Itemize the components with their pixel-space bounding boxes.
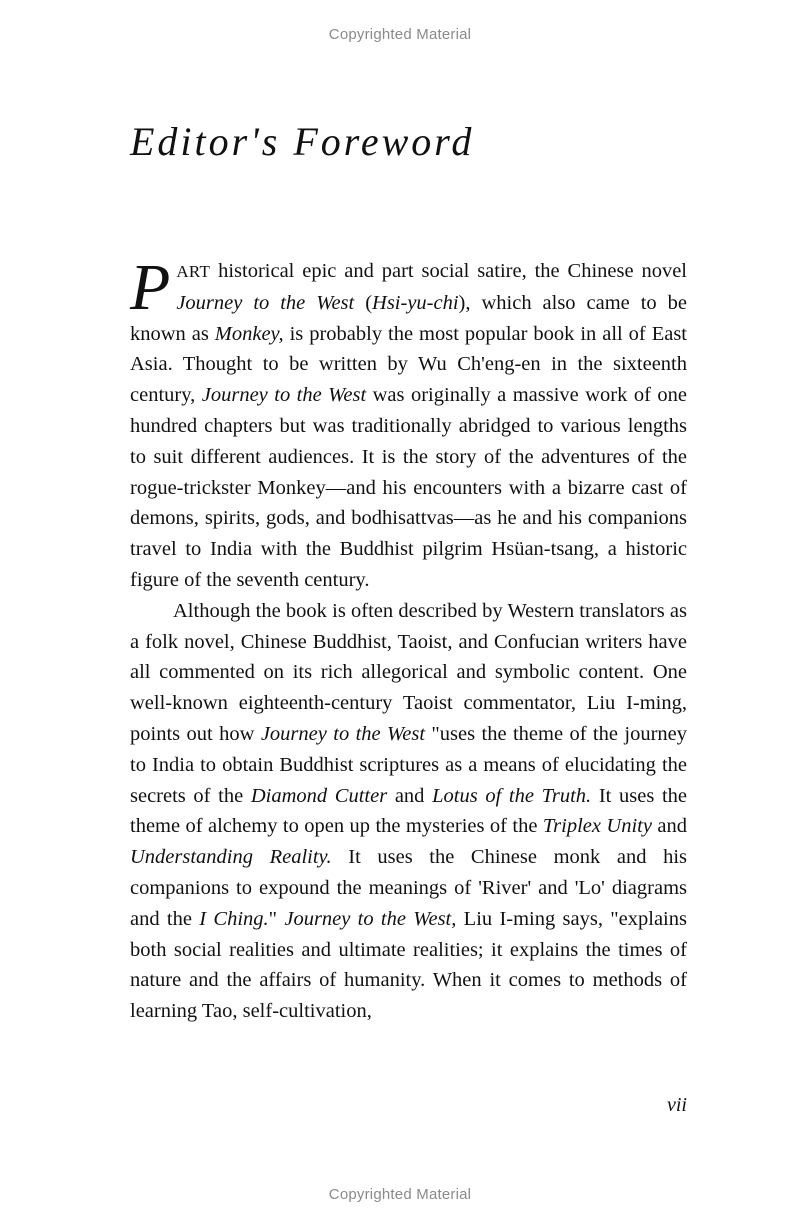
book-title: Lotus of the Truth.: [432, 784, 592, 807]
text-run: was originally a massive work of one hundred chapters but was traditionally abridged to various lengths to suit different audiences. It is the story of the adventures of the rogue-trickster Monkey—and his encounters with a bizarre cast of demons, spirits, gods, and bodhisattvas—as he and his companions travel to India with the Buddhist pilgrim Hsüan-tsang, a historic figure of the seventh century.: [130, 384, 688, 591]
text-run: and: [651, 815, 687, 838]
drop-cap: P: [130, 251, 171, 324]
book-title: Monkey,: [214, 322, 284, 345]
page-number: vii: [667, 1094, 687, 1116]
book-title: Journey to the West: [176, 291, 355, 314]
text-run: "uses the theme of the journey to India to obtain Buddhist scriptures as a means of elucidating the secrets of the: [130, 722, 687, 807]
book-title: Journey to the West,: [284, 907, 457, 930]
book-title: Diamond Cutter: [250, 784, 388, 807]
text-run: Liu I-ming says, "explains both social realities and ultimate realities; it explains the times of nature and the affairs of humanity. When it comes to methods of learning Tao, self-cultivation,: [130, 907, 687, 1023]
text-run: It uses the Chinese monk and his companions to expound the meanings of 'River' and 'Lo' diagrams and the: [130, 846, 687, 930]
small-caps-opening: ART: [176, 262, 211, 281]
copyright-watermark-bottom: Copyrighted Material: [328, 1186, 472, 1203]
text-run: Although the book is often described by Western translators as a folk novel, Chinese Buddhist, Taoist, and Confucian writers have all commented on its rich allegorical and symbolic content. One well-known eighteenth-century Taoist commentator, Liu I-ming, points out how: [130, 599, 687, 745]
text-run: It uses the theme of alchemy to open up the mysteries of the: [130, 784, 687, 838]
text-run: and: [387, 784, 433, 807]
text-run: historical epic and part social satire, the Chinese novel: [210, 260, 687, 282]
book-title: Triplex Unity: [542, 815, 652, 838]
book-title: Hsi-yu-chi: [372, 291, 459, 314]
text-run: ), which also came to be known as: [130, 291, 687, 345]
copyright-watermark-top: Copyrighted Material: [328, 26, 472, 43]
text-run: (: [354, 291, 373, 314]
book-title: Journey to the West: [260, 722, 426, 745]
book-title: I Ching.: [199, 907, 269, 930]
paragraph-2: [130, 596, 687, 1027]
chapter-title: Editor's Foreword: [130, 119, 475, 164]
book-title: Journey to the West: [201, 384, 367, 407]
text-run: ": [268, 907, 285, 930]
text-run: is probably the most popular book in all of East Asia. Thought to be written by Wu Ch'eng-en in the sixteenth century,: [130, 322, 687, 407]
paragraph-1: [130, 251, 688, 596]
foreword-body: [130, 251, 688, 1027]
book-title: Understanding Reality.: [130, 846, 332, 869]
